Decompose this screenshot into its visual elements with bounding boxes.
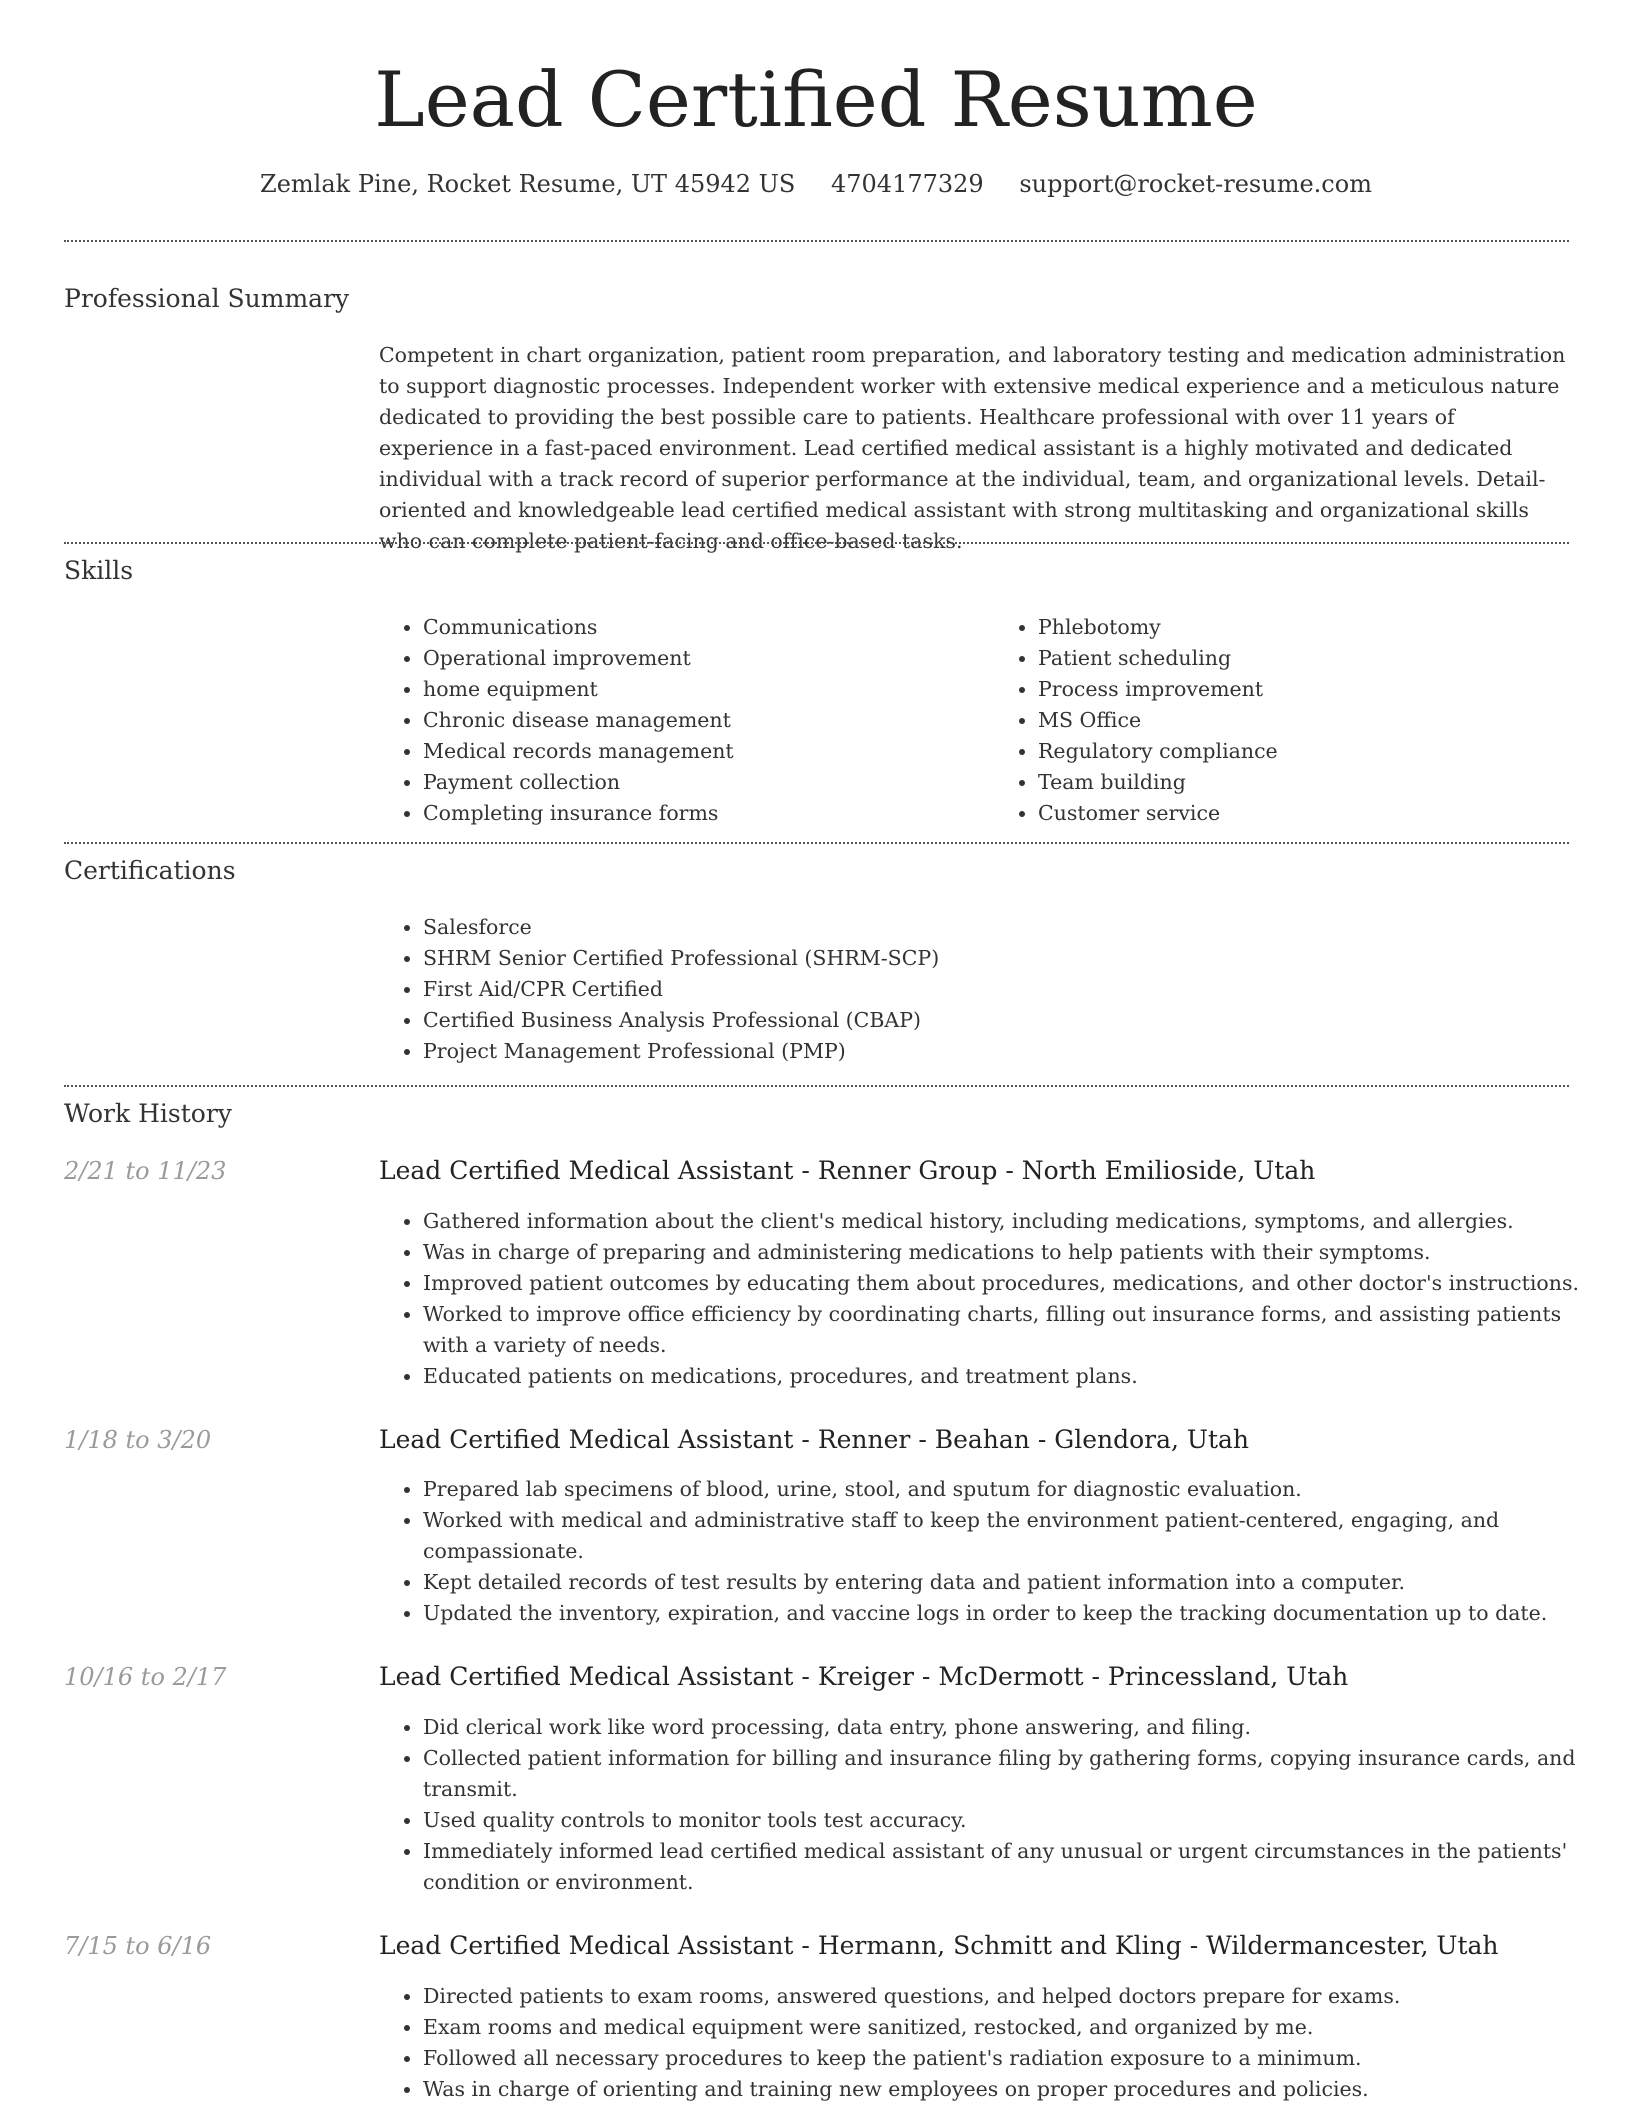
job-bullet: • Worked with medical and administrative staff to keep the environment patient-centered, engaging, and compassionate. — [423, 1505, 1613, 1567]
skill-item: • home equipment — [423, 674, 993, 705]
skill-item: • Team building — [1038, 767, 1608, 798]
job-bullet: • Worked to improve office efficiency by coordinating charts, filling out insurance forms, and assisting patients with a variety of needs. — [423, 1299, 1613, 1361]
job-bullets — [379, 1206, 1613, 1392]
section-title-certifications: Certifications — [64, 856, 236, 885]
job-dates: 1/18 to 3/20 — [64, 1426, 212, 1454]
contact-phone: 4704177329 — [830, 170, 984, 198]
skill-item: • Completing insurance forms — [423, 798, 993, 829]
job-role: Lead Certified Medical Assistant — [379, 1662, 794, 1691]
certification-item: • First Aid/CPR Certified — [423, 974, 1613, 1005]
divider — [64, 542, 1569, 544]
resume-title: Lead Certified Resume — [374, 55, 1258, 144]
job-bullet: • Followed all necessary procedures to keep the patient's radiation exposure to a minimum. — [423, 2043, 1613, 2074]
skill-item: • Phlebotomy — [1038, 612, 1608, 643]
job-bullet: • Educated patients on medications, procedures, and treatment plans. — [423, 1361, 1613, 1392]
job-company: Hermann, Schmitt and Kling — [817, 1931, 1182, 1960]
job-dates: 10/16 to 2/17 — [64, 1663, 227, 1691]
skill-item: • Operational improvement — [423, 643, 993, 674]
job-bullet: • Was in charge of preparing and administering medications to help patients with their symptoms. — [423, 1237, 1613, 1268]
job-role: Lead Certified Medical Assistant — [379, 1931, 794, 1960]
job-bullet: • Updated the inventory, expiration, and vaccine logs in order to keep the tracking documentation up to date. — [423, 1598, 1613, 1629]
job-company: Renner - Beahan — [817, 1425, 1030, 1454]
job-location: Wildermancester, Utah — [1206, 1931, 1499, 1960]
skills-section — [64, 555, 1569, 835]
skills-list-left — [379, 612, 993, 829]
skill-item: • Communications — [423, 612, 993, 643]
contact-address: Zemlak Pine, Rocket Resume, UT 45942 US — [260, 170, 796, 198]
skill-item: • Payment collection — [423, 767, 993, 798]
certification-item: • Project Management Professional (PMP) — [423, 1036, 1613, 1067]
certifications-list — [379, 912, 1613, 1067]
job-heading: Lead Certified Medical Assistant - Renner - Beahan - Glendora, Utah — [379, 1425, 1250, 1454]
job-heading: Lead Certified Medical Assistant - Hermann, Schmitt and Kling - Wildermancester, Utah — [379, 1931, 1499, 1960]
summary-section — [64, 283, 1569, 553]
skill-item: • Regulatory compliance — [1038, 736, 1608, 767]
contact-email: support@rocket-resume.com — [1019, 170, 1372, 198]
job-bullets — [379, 1981, 1613, 2105]
job-dates: 7/15 to 6/16 — [64, 1932, 212, 1960]
skill-item: • Chronic disease management — [423, 705, 993, 736]
skill-item: • Patient scheduling — [1038, 643, 1608, 674]
job-location: Glendora, Utah — [1054, 1425, 1250, 1454]
divider — [64, 842, 1569, 844]
job-role: Lead Certified Medical Assistant — [379, 1156, 794, 1185]
job-bullet: • Kept detailed records of test results by entering data and patient information into a computer. — [423, 1567, 1613, 1598]
summary-text: Competent in chart organization, patient room preparation, and laboratory testing and medication administration to support diagnostic processes. Independent worker with extensive medical experience and a meticulous nature dedicated to providing the best possible care to patients. Healthcare professional with over 11 years of experience in a fast-paced environment. Lead certified medical assistant is a highly motivated and dedicated individual with a track record of superior performance at the individual, team, and organizational levels. Detail-oriented and knowledgeable lead certified medical assistant with strong multitasking and organizational skills who can complete patient-facing and office-based tasks. — [379, 343, 1566, 553]
job-bullet: • Used quality controls to monitor tools test accuracy. — [423, 1805, 1613, 1836]
skill-item: • Customer service — [1038, 798, 1608, 829]
job-role: Lead Certified Medical Assistant — [379, 1425, 794, 1454]
job-bullet: • Did clerical work like word processing, data entry, phone answering, and filing. — [423, 1712, 1613, 1743]
job-bullet: • Immediately informed lead certified medical assistant of any unusual or urgent circumstances in the patients' condition or environment. — [423, 1836, 1613, 1898]
job-heading: Lead Certified Medical Assistant - Renner Group - North Emilioside, Utah — [379, 1156, 1316, 1185]
section-title-work: Work History — [64, 1099, 232, 1128]
section-title-skills: Skills — [64, 556, 134, 585]
job-bullet: • Gathered information about the client's medical history, including medications, symptoms, and allergies. — [423, 1206, 1613, 1237]
skill-item: • Process improvement — [1038, 674, 1608, 705]
job-company: Kreiger - McDermott — [817, 1662, 1084, 1691]
work-history-section — [64, 1098, 1579, 2112]
divider — [64, 1085, 1569, 1087]
job-dates: 2/21 to 11/23 — [64, 1157, 227, 1185]
job-bullet: • Was in charge of orienting and training new employees on proper procedures and policies. — [423, 2074, 1613, 2105]
job-bullet: • Exam rooms and medical equipment were sanitized, restocked, and organized by me. — [423, 2012, 1613, 2043]
certification-item: • Certified Business Analysis Professional (CBAP) — [423, 1005, 1613, 1036]
divider — [64, 240, 1569, 242]
contact-line — [0, 169, 1632, 199]
job-bullet: • Directed patients to exam rooms, answered questions, and helped doctors prepare for exams. — [423, 1981, 1613, 2012]
job-location: Princessland, Utah — [1107, 1662, 1349, 1691]
job-heading: Lead Certified Medical Assistant - Kreiger - McDermott - Princessland, Utah — [379, 1662, 1349, 1691]
certification-item: • SHRM Senior Certified Professional (SHRM-SCP) — [423, 943, 1613, 974]
job-bullet: • Collected patient information for billing and insurance filing by gathering forms, copying insurance cards, and transmit. — [423, 1743, 1613, 1805]
job-bullet: • Improved patient outcomes by educating them about procedures, medications, and other doctor's instructions. — [423, 1268, 1613, 1299]
job-location: North Emilioside, Utah — [1021, 1156, 1316, 1185]
skill-item: • MS Office — [1038, 705, 1608, 736]
job-bullet: • Prepared lab specimens of blood, urine, stool, and sputum for diagnostic evaluation. — [423, 1474, 1613, 1505]
skill-item: • Medical records management — [423, 736, 993, 767]
section-title-summary: Professional Summary — [64, 284, 350, 313]
job-bullets — [379, 1474, 1613, 1629]
certifications-section — [64, 855, 1569, 1075]
skills-list-right — [994, 612, 1608, 829]
job-company: Renner Group — [817, 1156, 998, 1185]
job-bullets — [379, 1712, 1613, 1898]
certification-item: • Salesforce — [423, 912, 1613, 943]
